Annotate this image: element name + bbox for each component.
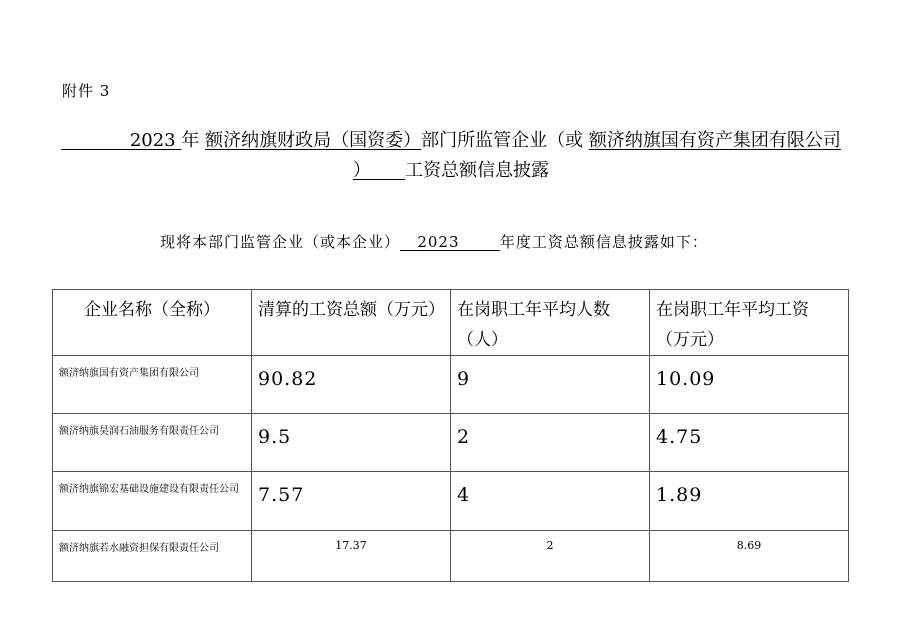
avg-wage-cell: 1.89 <box>650 472 849 531</box>
table-header-row <box>53 290 849 356</box>
table-row <box>53 414 849 472</box>
avg-wage-cell: 8.69 <box>650 531 849 582</box>
headcount-cell: 2 <box>451 531 650 582</box>
intro-prefix: 现将本部门监管企业（或本企业） <box>160 233 401 251</box>
title-end: 工资总额信息披露 <box>405 160 550 181</box>
header-company-name: 企业名称（全称） <box>53 290 252 356</box>
title-year-suffix: 年 <box>181 130 200 151</box>
intro-suffix: 年度工资总额信息披露如下： <box>499 233 708 251</box>
company-name-cell: 额济纳旗昊润石油服务有限责任公司 <box>53 414 252 472</box>
intro-year: 2023 <box>417 233 460 251</box>
company-name-cell: 额济纳旗锦宏基础设施建设有限责任公司 <box>53 472 252 531</box>
total-wage-cell: 9.5 <box>252 414 451 472</box>
title-year: 2023 <box>129 130 176 151</box>
document-title <box>56 126 846 186</box>
title-enterprise: 额济纳旗国有资产集团有限公司 ） <box>352 130 841 181</box>
title-department: 额济纳旗财政局（国资委） <box>205 130 422 151</box>
table-row <box>53 472 849 531</box>
total-wage-cell: 90.82 <box>252 356 451 414</box>
header-total-wage: 清算的工资总额（万元） <box>252 290 451 356</box>
headcount-cell: 9 <box>451 356 650 414</box>
header-avg-wage: 在岗职工年平均工资（万元） <box>650 290 849 356</box>
headcount-cell: 4 <box>451 472 650 531</box>
company-name-cell: 额济纳旗国有资产集团有限公司 <box>53 356 252 414</box>
intro-paragraph <box>160 231 708 252</box>
total-wage-cell: 7.57 <box>252 472 451 531</box>
table-row <box>53 356 849 414</box>
title-mid: 部门所监管企业（或 <box>421 130 584 151</box>
total-wage-cell: 17.37 <box>252 531 451 582</box>
headcount-cell: 2 <box>451 414 650 472</box>
table-row <box>53 531 849 582</box>
avg-wage-cell: 4.75 <box>650 414 849 472</box>
avg-wage-cell: 10.09 <box>650 356 849 414</box>
company-name-cell: 额济纳旗若水融资担保有限责任公司 <box>53 531 252 582</box>
header-avg-headcount: 在岗职工年平均人数（人） <box>451 290 650 356</box>
wage-disclosure-table <box>52 289 849 582</box>
attachment-label: 附件 3 <box>62 82 111 100</box>
